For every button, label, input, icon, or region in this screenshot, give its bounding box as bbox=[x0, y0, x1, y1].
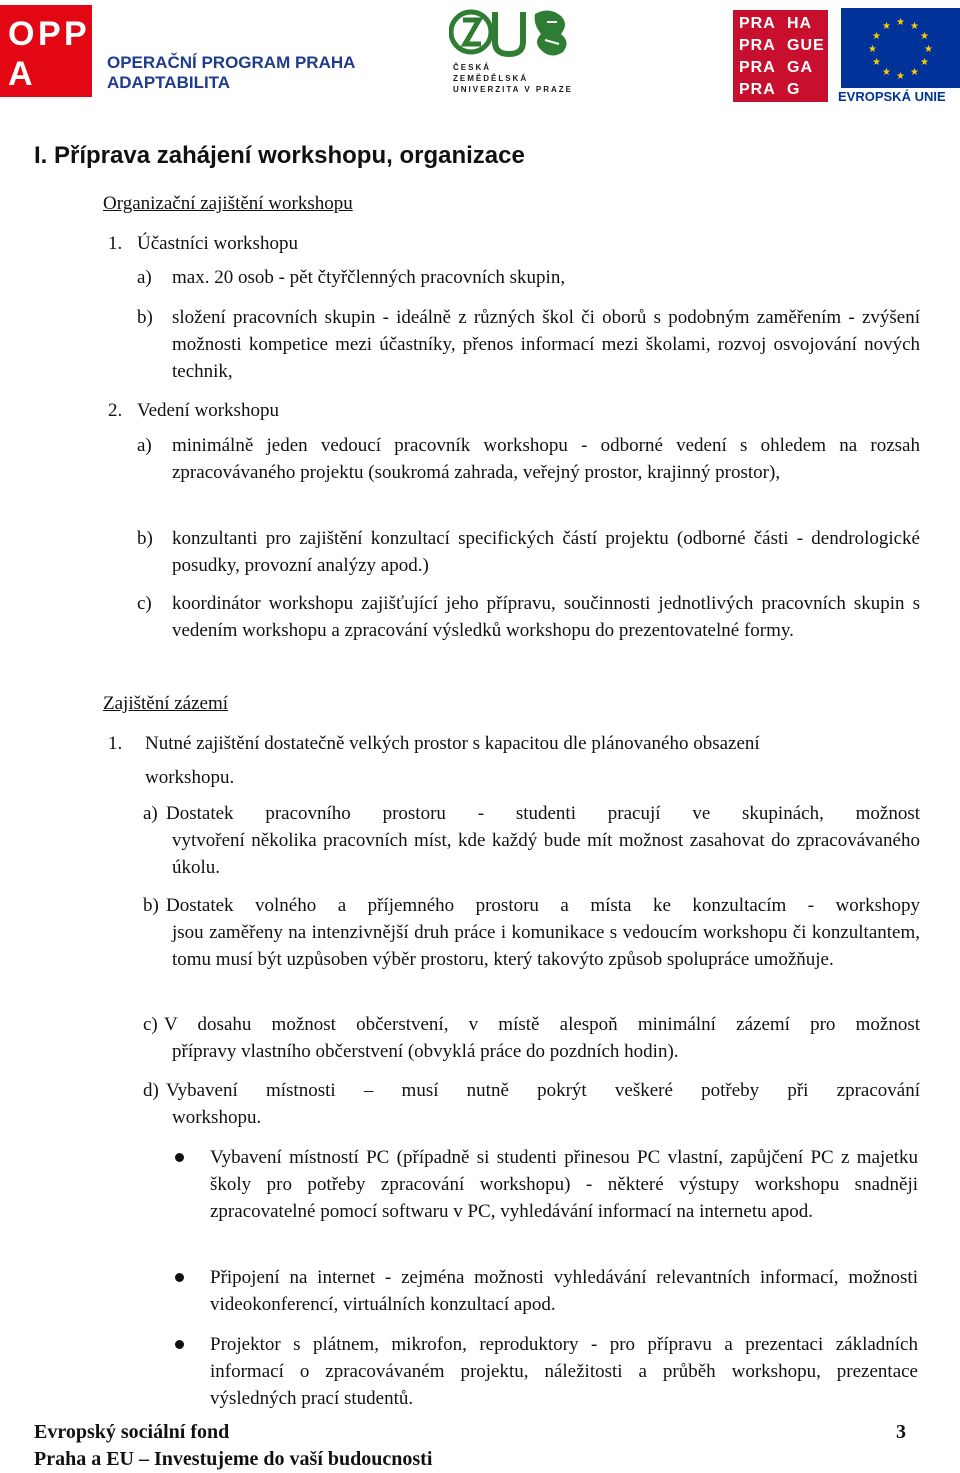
footer-line1: Evropský sociální fond bbox=[34, 1421, 230, 1443]
opp-letter: P bbox=[64, 15, 93, 53]
sublist-item-coordinator: koordinátor workshopu zajišťující jeho přípravu, součinnosti jednotlivých pracovních skupin s vedením workshopu a zpracování výsledků workshopu do prezentovatelné formy. bbox=[172, 593, 920, 641]
svg-text:★: ★ bbox=[872, 57, 881, 68]
sublist-label: a) bbox=[137, 435, 152, 456]
prague-logo-cell: HA bbox=[787, 15, 813, 32]
list-number: 1. bbox=[108, 233, 123, 254]
bullet-item-projector: Projektor s plátnem, mikrofon, reproduktory - pro přípravu a prezentaci základních informací o zpracovávaném projektu, náležitosti a průběh workshopu, prezentace výsledných prací studentů. bbox=[210, 1334, 918, 1409]
prague-logo-cell: PRA bbox=[739, 59, 776, 76]
svg-text:★: ★ bbox=[920, 57, 929, 68]
bullet-item-internet: Připojení na internet - zejména možnosti vyhledávání relevantních informací, možnosti videokonferencí, virtuálních konzultací apod. bbox=[210, 1267, 918, 1315]
svg-text:★: ★ bbox=[882, 21, 891, 32]
sublist-item-equipment: workshopu. bbox=[172, 1107, 262, 1128]
prague-logo-cell: PRA bbox=[739, 81, 776, 98]
prague-logo-cell: PRA bbox=[739, 15, 776, 32]
opp-red-square bbox=[0, 5, 92, 97]
svg-text:★: ★ bbox=[868, 44, 877, 55]
svg-text:★: ★ bbox=[896, 17, 905, 28]
sublist-label: a) bbox=[137, 267, 152, 288]
sublist-label: b) bbox=[143, 895, 159, 916]
sublist-item-equipment-first-line: Vybavení místnosti – musí nutně pokrýt veškeré potřeby při zpracování bbox=[166, 1080, 920, 1101]
opp-program-subtitle: ADAPTABILITA bbox=[107, 73, 231, 92]
prague-logo-cell: GUE bbox=[787, 37, 825, 54]
sublist-label: c) bbox=[143, 1014, 158, 1035]
eu-label: EVROPSKÁ UNIE bbox=[838, 89, 946, 104]
bullet-icon bbox=[175, 1273, 184, 1282]
czu-emblem-icon bbox=[449, 4, 589, 62]
list-item-participants: Účastníci workshopu bbox=[137, 233, 298, 254]
prague-logo-cell: PRA bbox=[739, 37, 776, 54]
sublist-label: a) bbox=[143, 803, 158, 824]
sublist-item-work-space: vytvoření několika pracovních míst, kde každý bude mít možnost zasahovat do zpracovávaného úkolu. bbox=[172, 830, 920, 878]
page-number: 3 bbox=[896, 1421, 906, 1443]
eu-stars-icon bbox=[841, 8, 960, 88]
svg-text:★: ★ bbox=[896, 71, 905, 82]
prague-logo-cell: G bbox=[787, 81, 801, 98]
sublist-item-group-composition: složení pracovních skupin - ideálně z různých škol či oborů s podobným zaměřením - zvýšení možnosti kompetice mezi účastníky, přenos informací mezi školami, rozvoj osvojování nových technik, bbox=[172, 307, 920, 382]
prague-logo bbox=[733, 10, 828, 102]
sublist-item-consult-space-first-line: Dostatek volného a příjemného prostoru a místa ke konzultacím - workshopy bbox=[166, 895, 920, 916]
czu-text-line1: ČESKÁ bbox=[453, 63, 492, 72]
sublist-item-consultants: konzultanti pro zajištění konzultací specifických částí projektu (odborné části - dendrologické posudky, provozní analýzy apod.) bbox=[172, 528, 920, 576]
list-number: 1. bbox=[108, 733, 123, 754]
section-title-organization: Organizační zajištění workshopu bbox=[103, 193, 353, 214]
list-number: 2. bbox=[108, 400, 123, 421]
bullet-icon bbox=[175, 1340, 184, 1349]
bullet-item-pc: Vybavení místností PC (případně si studenti přinesou PC vlastní, zapůjčení PC z majetku školy pro potřeby zpracování workshopu) - některé výstupy workshopu snadněji zpracovatelné pomocí softwaru v PC, vyhledávání informací na internetu apod. bbox=[210, 1147, 918, 1222]
svg-text:★: ★ bbox=[910, 21, 919, 32]
svg-text:★: ★ bbox=[920, 31, 929, 42]
opp-letter: A bbox=[8, 55, 39, 93]
section-title-facilities: Zajištění zázemí bbox=[103, 693, 229, 714]
page-heading: I. Příprava zahájení workshopu, organizace bbox=[34, 142, 525, 169]
sublist-label: b) bbox=[137, 307, 153, 328]
sublist-label: b) bbox=[137, 528, 153, 549]
eu-flag-icon bbox=[841, 8, 960, 88]
sublist-item-refreshment-first-line: V dosahu možnost občerstvení, v místě alespoň minimální zázemí pro možnost bbox=[164, 1014, 920, 1035]
svg-text:★: ★ bbox=[924, 44, 933, 55]
sublist-item-refreshment: přípravy vlastního občerstvení (obvyklá práce do pozdních hodin). bbox=[172, 1041, 679, 1062]
sublist-label: d) bbox=[143, 1080, 159, 1101]
sublist-item-max-persons: max. 20 osob - pět čtyřčlenných pracovních skupin, bbox=[172, 267, 566, 288]
svg-text:★: ★ bbox=[872, 31, 881, 42]
sublist-item-consult-space: jsou zaměřeny na intenzivnější druh práce i komunikace s vedoucím workshopu či konzultantem, tomu musí být uzpůsoben výběr prostoru, který takovýto způsob spolupráce umožňuje. bbox=[172, 922, 920, 970]
opp-letter: P bbox=[38, 15, 67, 53]
svg-text:★: ★ bbox=[910, 67, 919, 78]
czu-text-line2: ZEMĚDĚLSKÁ bbox=[453, 74, 529, 83]
opp-program-name: OPERAČNÍ PROGRAM PRAHA bbox=[107, 53, 356, 72]
bullet-icon bbox=[175, 1153, 184, 1162]
czu-text-line3: UNIVERZITA V PRAZE bbox=[453, 85, 574, 94]
list-item-space-continuation: workshopu. bbox=[145, 767, 235, 788]
list-item-workshop-leadership: Vedení workshopu bbox=[137, 400, 279, 421]
opp-letter: O bbox=[8, 15, 41, 53]
sublist-label: c) bbox=[137, 593, 152, 614]
sublist-item-lead-worker: minimálně jeden vedoucí pracovník workshopu - odborné vedení s ohledem na rozsah zpracovávaného projektu (soukromá zahrada, veřejný prostor, krajinný prostor), bbox=[172, 435, 920, 483]
prague-logo-cell: GA bbox=[787, 59, 813, 76]
footer-line2: Praha a EU – Investujeme do vaší budoucnosti bbox=[34, 1448, 433, 1470]
sublist-item-work-space-first-line: Dostatek pracovního prostoru - studenti pracují ve skupinách, možnost bbox=[166, 803, 920, 824]
list-item-space: Nutné zajištění dostatečně velkých prostor s kapacitou dle plánovaného obsazení bbox=[145, 733, 760, 754]
svg-text:★: ★ bbox=[882, 67, 891, 78]
